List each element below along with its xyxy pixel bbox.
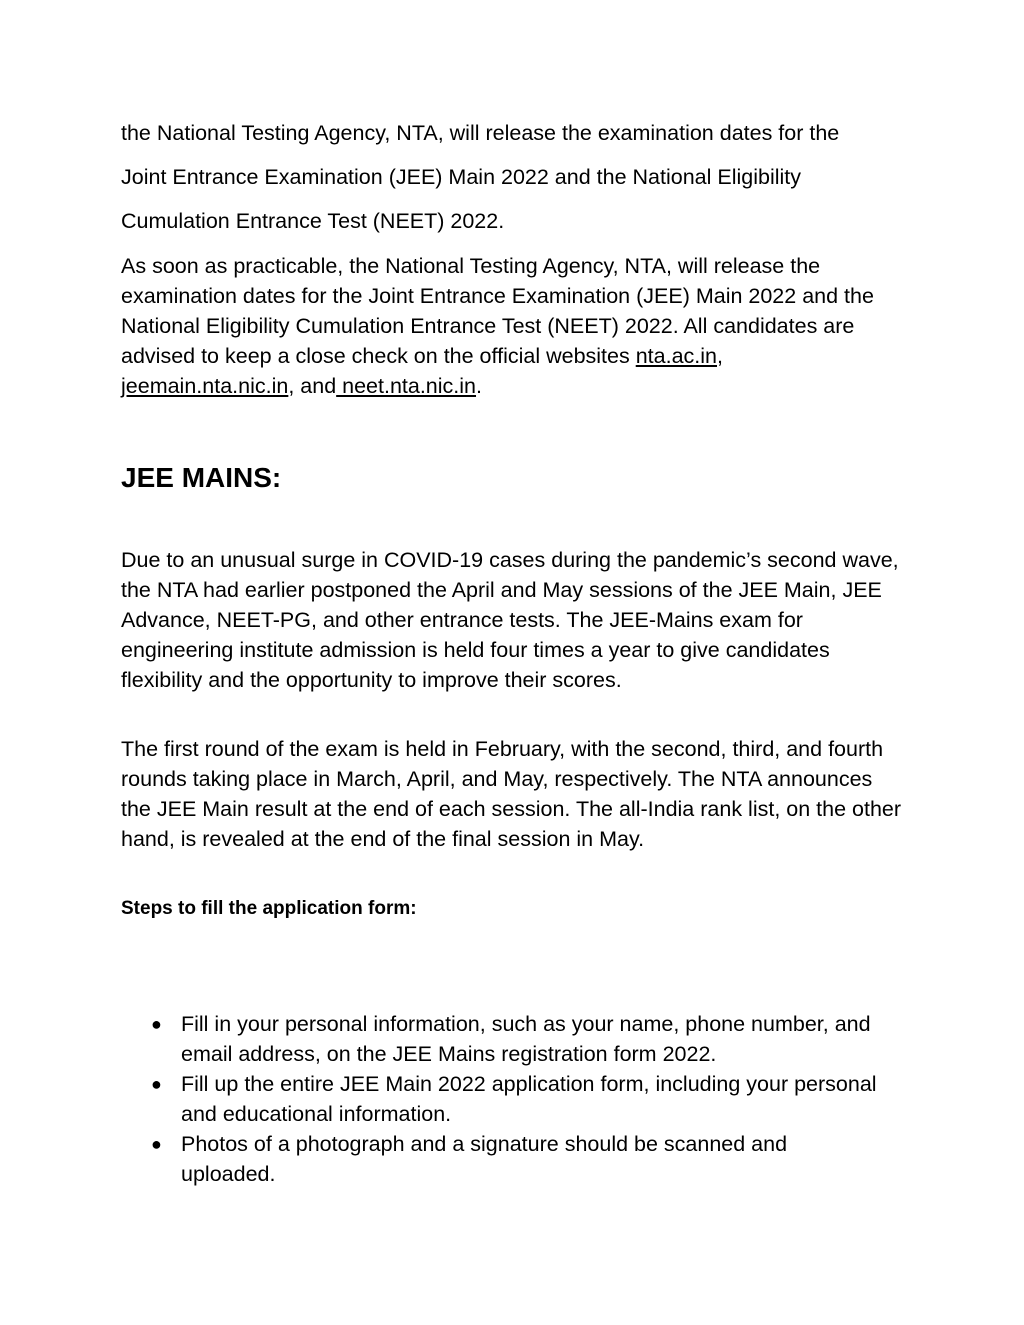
intro-line-2: Joint Entrance Examination (JEE) Main 2022 and the National Eligibility: [121, 165, 802, 189]
list-item-text: Fill up the entire JEE Main 2022 application form, including your personal and educational information.: [181, 1072, 877, 1126]
link-jeemain-nta-nic-in[interactable]: jeemain.nta.nic.in: [121, 374, 289, 398]
link-neet-nta-nic-in[interactable]: neet.nta.nic.in: [336, 374, 477, 398]
link-separator: , and: [288, 374, 337, 398]
list-item-text: Fill in your personal information, such as your name, phone number, and email address, on the JEE Mains registration form 2022.: [181, 1012, 871, 1066]
intro-line-1: the National Testing Agency, NTA, will release the examination dates for the: [121, 121, 840, 145]
list-item: [121, 1009, 881, 1069]
bullet-icon: ●: [151, 1014, 162, 1034]
steps-list: [121, 1009, 881, 1189]
list-item: [121, 1069, 881, 1129]
paragraph-release-notice: [121, 251, 901, 401]
paragraph-exam-rounds: The first round of the exam is held in February, with the second, third, and fourth rounds taking place in March, April, and May, respectively. The NTA announces the JEE Main result at the end of each session. The all-India rank list, on the other hand, is revealed at the end of the final session in May.: [121, 737, 902, 851]
link-nta-ac-in[interactable]: nta.ac.in: [635, 344, 717, 368]
sentence-end: .: [476, 374, 482, 398]
bullet-icon: ●: [151, 1074, 162, 1094]
paragraph-release-text: As soon as practicable, the National Testing Agency, NTA, will release the examination dates for the Joint Entrance Examination (JEE) Main 2022 and the National Eligibility Cumulation Entrance Test (NEET) 2022. All candidates are advised to keep a close check on the official websites: [121, 254, 874, 368]
intro-line-3: Cumulation Entrance Test (NEET) 2022.: [121, 209, 505, 233]
list-item-text: Photos of a photograph and a signature should be scanned and uploaded.: [181, 1132, 788, 1186]
bullet-icon: ●: [151, 1134, 162, 1154]
paragraph-covid-postponement: Due to an unusual surge in COVID-19 cases during the pandemic’s second wave, the NTA had earlier postponed the April and May sessions of the JEE Main, JEE Advance, NEET-PG, and other entrance tests. The JEE-Mains exam for engineering institute admission is held four times a year to give candidates flexibility and the opportunity to improve their scores.: [121, 548, 899, 692]
section-heading-jee-mains: JEE MAINS:: [121, 462, 282, 493]
list-item: [121, 1129, 881, 1189]
link-separator: ,: [717, 344, 723, 368]
steps-heading: Steps to fill the application form:: [121, 898, 417, 919]
